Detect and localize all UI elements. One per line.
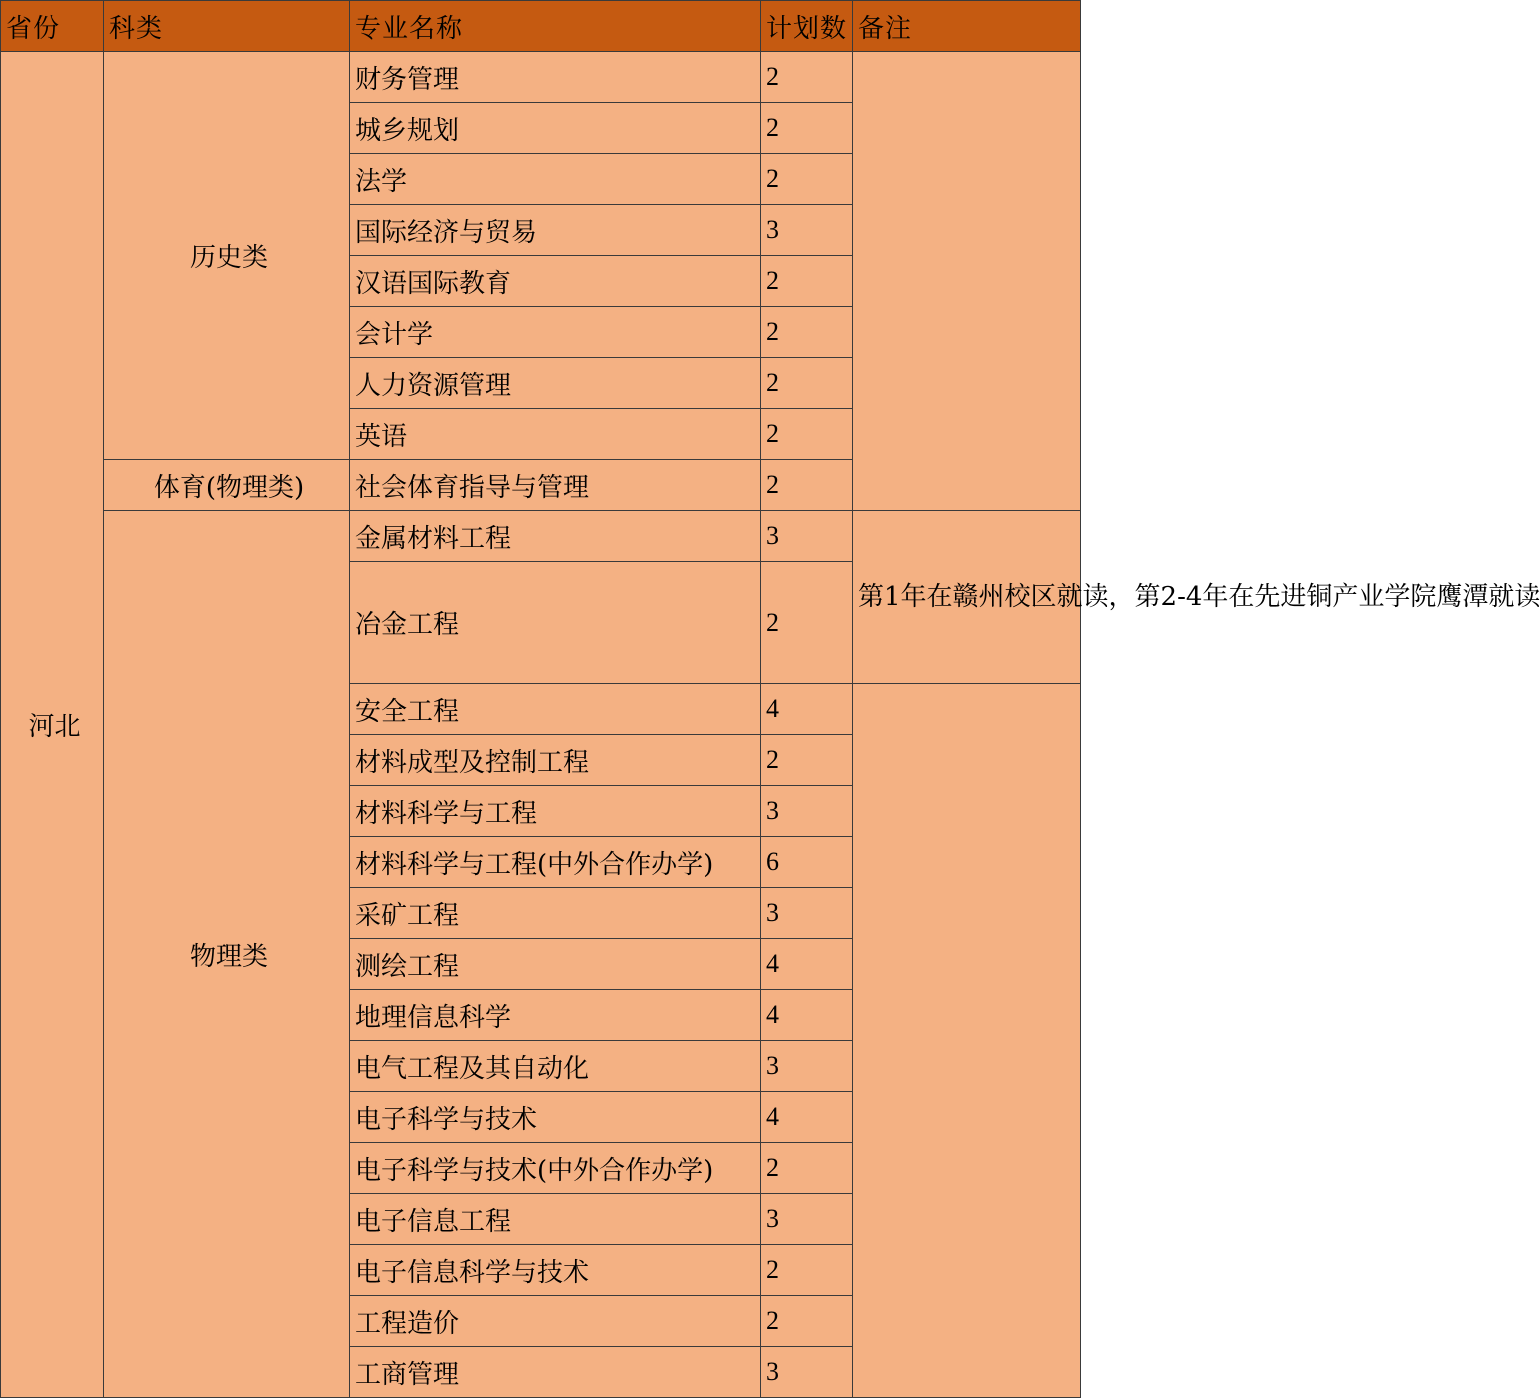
major-cell: 人力资源管理 bbox=[350, 358, 761, 409]
major-cell: 财务管理 bbox=[350, 52, 761, 103]
plan-cell: 2 bbox=[761, 256, 853, 307]
plan-cell: 2 bbox=[761, 154, 853, 205]
plan-cell: 2 bbox=[761, 358, 853, 409]
major-cell: 安全工程 bbox=[350, 684, 761, 735]
plan-cell: 2 bbox=[761, 52, 853, 103]
major-cell: 电气工程及其自动化 bbox=[350, 1041, 761, 1092]
major-cell: 会计学 bbox=[350, 307, 761, 358]
plan-cell: 2 bbox=[761, 460, 853, 511]
major-cell: 测绘工程 bbox=[350, 939, 761, 990]
header-plan: 计划数 bbox=[761, 1, 853, 52]
plan-cell: 3 bbox=[761, 511, 853, 562]
major-cell: 冶金工程 bbox=[350, 562, 761, 684]
plan-cell: 2 bbox=[761, 409, 853, 460]
plan-cell: 2 bbox=[761, 1296, 853, 1347]
plan-cell: 2 bbox=[761, 307, 853, 358]
table-header bbox=[1, 1, 1081, 52]
major-cell: 材料科学与工程 bbox=[350, 786, 761, 837]
plan-cell: 3 bbox=[761, 205, 853, 256]
plan-cell: 3 bbox=[761, 786, 853, 837]
plan-cell: 2 bbox=[761, 1143, 853, 1194]
category-sports: 体育(物理类) bbox=[104, 460, 350, 511]
major-cell: 法学 bbox=[350, 154, 761, 205]
major-cell: 电子信息工程 bbox=[350, 1194, 761, 1245]
major-cell: 英语 bbox=[350, 409, 761, 460]
plan-cell: 6 bbox=[761, 837, 853, 888]
plan-cell: 2 bbox=[761, 735, 853, 786]
major-cell: 金属材料工程 bbox=[350, 511, 761, 562]
major-cell: 地理信息科学 bbox=[350, 990, 761, 1041]
major-cell: 工程造价 bbox=[350, 1296, 761, 1347]
note-empty-top bbox=[853, 52, 1081, 511]
note-empty-bottom bbox=[853, 684, 1081, 1398]
category-history: 历史类 bbox=[104, 52, 350, 460]
major-cell: 电子科学与技术 bbox=[350, 1092, 761, 1143]
major-cell: 采矿工程 bbox=[350, 888, 761, 939]
note-cell: 第1年在赣州校区就读，第2-4年在先进铜产业学院鹰潭就读 bbox=[853, 511, 1081, 684]
header-major: 专业名称 bbox=[350, 1, 761, 52]
category-physics: 物理类 bbox=[104, 511, 350, 1398]
major-cell: 社会体育指导与管理 bbox=[350, 460, 761, 511]
plan-cell: 4 bbox=[761, 1092, 853, 1143]
major-cell: 电子信息科学与技术 bbox=[350, 1245, 761, 1296]
province-cell: 河北 bbox=[1, 52, 104, 1398]
plan-cell: 3 bbox=[761, 1194, 853, 1245]
table-row bbox=[1, 511, 1081, 562]
major-cell: 城乡规划 bbox=[350, 103, 761, 154]
header-note: 备注 bbox=[853, 1, 1081, 52]
major-cell: 材料科学与工程(中外合作办学) bbox=[350, 837, 761, 888]
plan-cell: 2 bbox=[761, 562, 853, 684]
table-body bbox=[1, 52, 1540, 1398]
major-cell: 工商管理 bbox=[350, 1347, 761, 1398]
major-cell: 汉语国际教育 bbox=[350, 256, 761, 307]
header-province: 省份 bbox=[1, 1, 104, 52]
plan-cell: 3 bbox=[761, 1347, 853, 1398]
major-cell: 材料成型及控制工程 bbox=[350, 735, 761, 786]
plan-cell: 2 bbox=[761, 103, 853, 154]
plan-cell: 4 bbox=[761, 939, 853, 990]
plan-cell: 4 bbox=[761, 990, 853, 1041]
plan-cell: 3 bbox=[761, 1041, 853, 1092]
header-category: 科类 bbox=[104, 1, 350, 52]
major-cell: 国际经济与贸易 bbox=[350, 205, 761, 256]
major-cell: 电子科学与技术(中外合作办学) bbox=[350, 1143, 761, 1194]
plan-cell: 3 bbox=[761, 888, 853, 939]
header-row bbox=[1, 1, 1081, 52]
table-row bbox=[1, 52, 1081, 103]
plan-cell: 2 bbox=[761, 1245, 853, 1296]
plan-cell: 4 bbox=[761, 684, 853, 735]
